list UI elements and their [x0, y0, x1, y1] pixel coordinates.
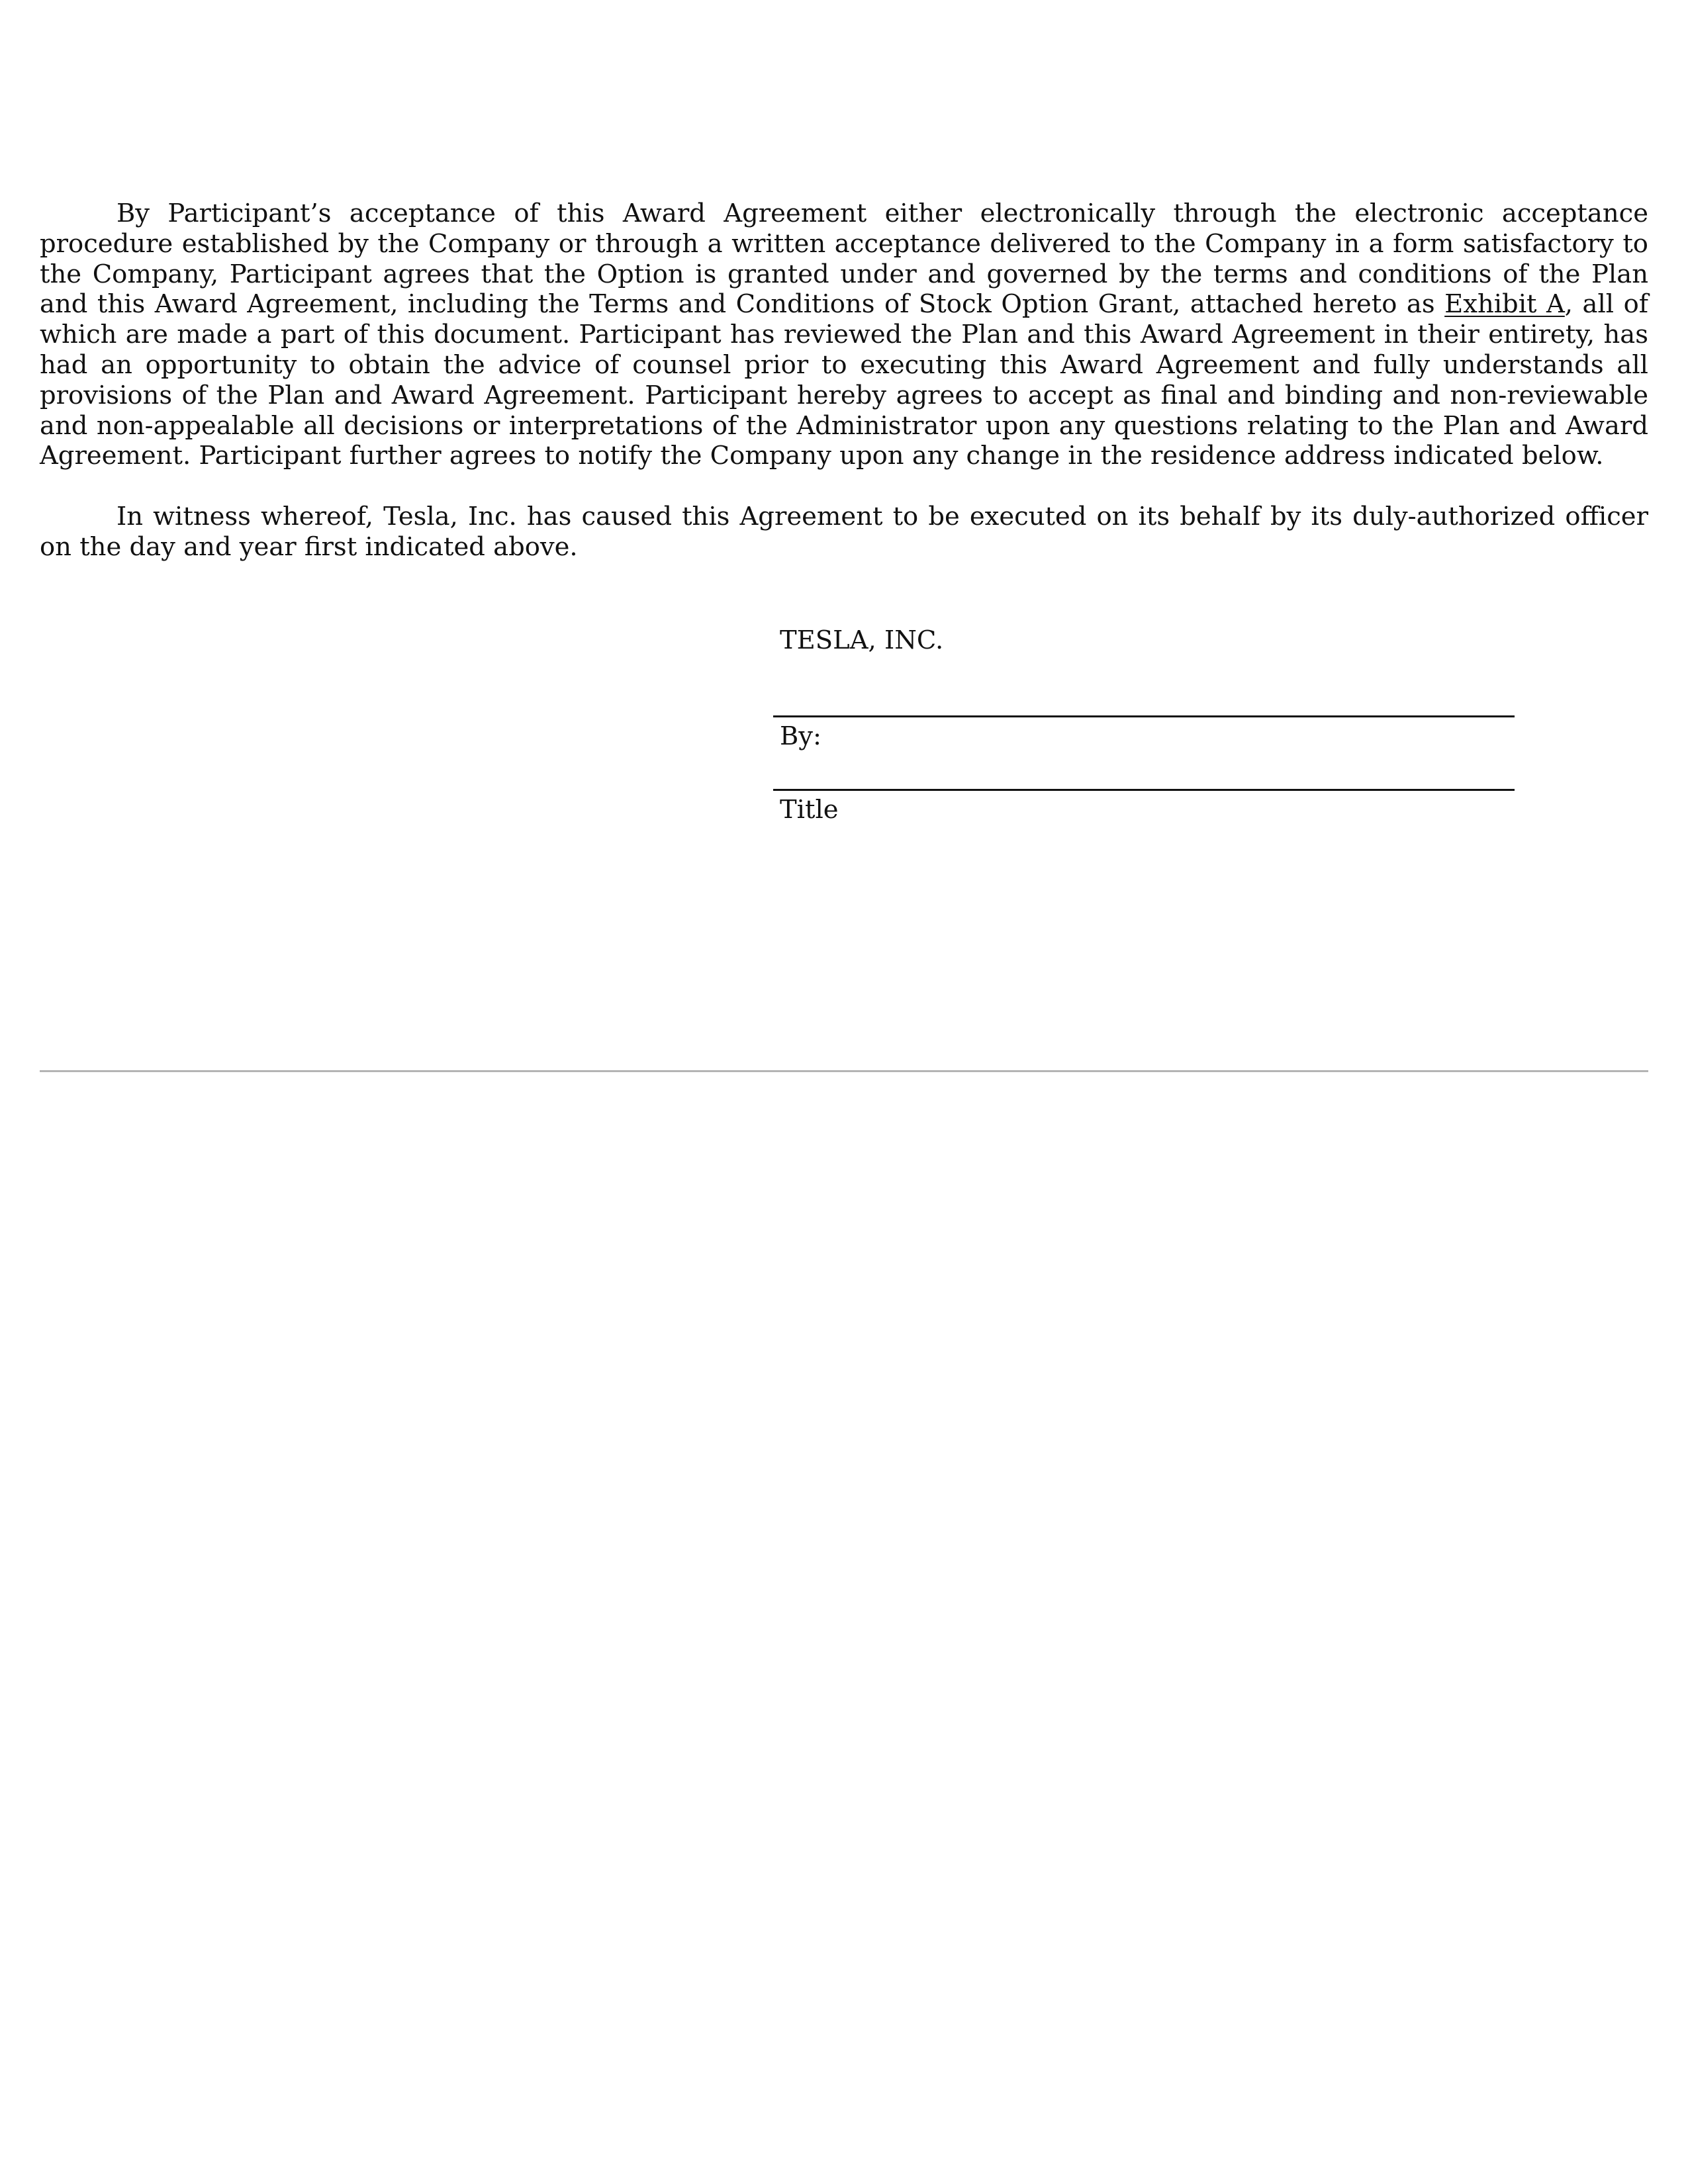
by-signature-line [773, 715, 1515, 717]
witness-paragraph: In witness whereof, Tesla, Inc. has caused this Agreement to be executed on its behalf by its duly-authorized officer on the day and year first indicated above. [40, 502, 1648, 562]
signature-block [773, 625, 1515, 825]
by-label: By: [780, 721, 822, 751]
title-label: Title [780, 795, 839, 825]
title-signature-line [773, 789, 1515, 791]
company-name: TESLA, INC. [780, 625, 944, 655]
page-break-rule [40, 1070, 1648, 1072]
exhibit-a-reference: Exhibit A [1444, 289, 1565, 320]
document-body [40, 199, 1648, 563]
acceptance-text-part-1: By Participant’s acceptance of this Award Agreement either electronically through the electronic acceptance procedure established by the Company or through a written acceptance delivered to the Company in a form satisfactory to the Company, Participant agrees that the Option is granted under and governed by the terms and conditions of the Plan and this Award Agreement, including the Terms and Conditions of Stock Option Grant, attached hereto as [40, 199, 1648, 320]
acceptance-text-part-2: , all of which are made a part of this document. Participant has reviewed the Plan and this Award Agreement in their entirety, has had an opportunity to obtain the advice of counsel prior to executing this Award Agreement and fully understands all provisions of the Plan and Award Agreement. Participant hereby agrees to accept as final and binding and non-reviewable and non-appealable all decisions or interpretations of the Administrator upon any questions relating to the Plan and Award Agreement. Participant further agrees to notify the Company upon any change in the residence address indicated below. [40, 289, 1648, 471]
acceptance-paragraph [40, 199, 1648, 471]
